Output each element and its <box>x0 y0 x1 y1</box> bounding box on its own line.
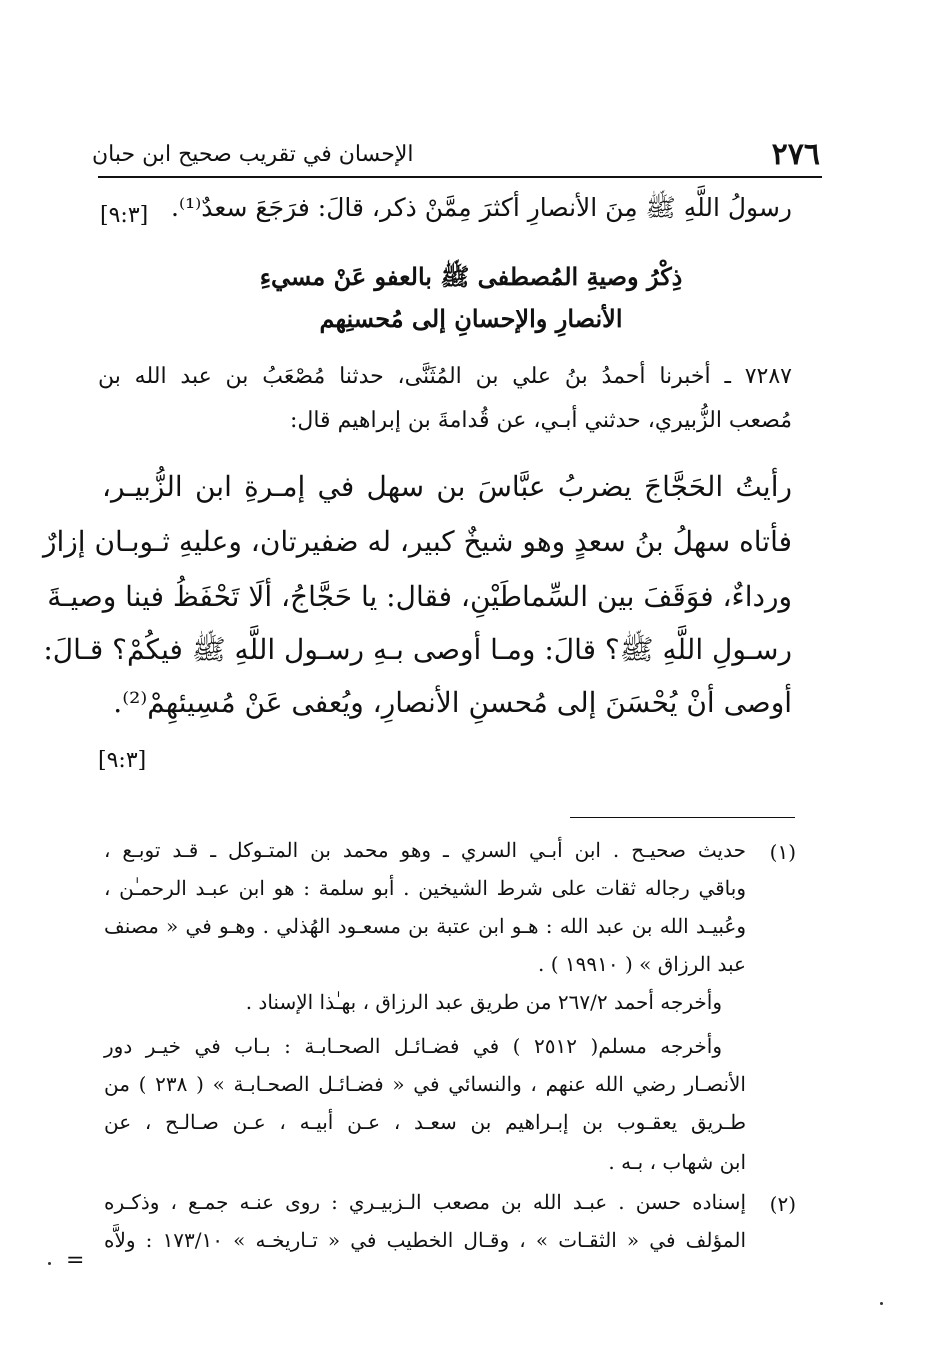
matn-line: أوصى أنْ يُحْسَنَ إلى مُحسنِ الأنصارِ، ويُعفى عَنْ مُسِيئهِمْ⁽²⁾. <box>113 686 792 719</box>
isnad-line: ٧٢٨٧ ـ أخبرنا أحمدُ بنُ علي بن المُثَنَّى، حدثنا مُصْعَبُ بن عبد الله بن <box>98 364 792 389</box>
isnad-line: مُصعب الزُّبيري، حدثني أبـي، عن قُدامةَ بن إبراهيم قال: <box>289 408 792 433</box>
footnote-line: المؤلف في « الثقـات » ، وقـال الخطيب في « تـاريخـه » ١٧٣/١٠ : ولاَّه <box>104 1228 747 1252</box>
footnote-line: ابن شهاب ، بـه . <box>608 1150 746 1174</box>
footnote-line: وأخرجه أحمد ٢٦٧/٢ من طريق عبد الرزاق ، بهـٰذا الإسناد . <box>245 990 722 1014</box>
footnote-line: عبد الرزاق » ( ١٩٩١٠ ) . <box>538 952 746 976</box>
scan-speck <box>48 1262 51 1265</box>
continuation-mark: = <box>66 1248 85 1273</box>
scan-speck <box>880 1302 883 1305</box>
footnote-separator <box>570 817 795 818</box>
footnote-line: إسناده حسن . عبـد الله بن مصعب الـزبيـري : روى عنـه جمـع ، وذكـره <box>104 1190 746 1214</box>
chapter-heading-line: الأنصارِ والإحسانِ إلى مُحسنِهم <box>319 304 623 333</box>
footnote-line: حديث صحيـح . ابن أبـي السري ـ وهو محمد بن المتـوكل ـ قـد توبـع ، <box>104 838 746 862</box>
footnote-line: طـريق يعقـوب بن إبـراهيم بن سعـد ، عـن أبيـه ، عـن صـالـح ، عن <box>104 1110 746 1134</box>
page-number: ٢٧٦ <box>771 136 820 172</box>
matn-line: ورداءٌ، فوَقَفَ بين السِّماطَيْنِ، فقال: يا حَجَّاجُ، ألَا تَحْفَظُ فينا وصيـةَ <box>47 580 792 613</box>
chapter-heading-line: ذِكْرُ وصيةِ المُصطفى ﷺ بالعفو عَنْ مسيءِ <box>259 262 683 291</box>
footnote-line: وعُبيـد الله بن عبد الله : هـو ابن عتبة بن مسعـود الهُذلي . وهـو في « مصنف <box>104 914 746 938</box>
page-header <box>92 132 820 176</box>
reference-marker: [٩:٣] <box>98 748 147 773</box>
footnote-number: (١) <box>769 840 796 864</box>
matn-line: رسـولِ اللَّهِ ﷺ؟ قالَ: ومـا أوصى بـهِ رسـول اللَّهِ ﷺ فيكُمْ؟ قـالَ: <box>43 633 792 666</box>
footnote-number: (٢) <box>769 1192 796 1216</box>
footnote-line: وأخرجه مسلم( ٢٥١٢ ) في فضـائـل الصحـابـة : بـاب في خيـر دور <box>104 1034 722 1058</box>
header-rule <box>98 176 822 178</box>
running-title: الإحسان في تقريب صحيح ابن حبان <box>92 141 414 167</box>
text-line: رسولُ اللَّهِ ﷺ مِنَ الأنصارِ أكثرَ مِمَّنْ ذكر، قالَ: فرَجَعَ سعدٌ⁽¹⁾. <box>171 193 792 222</box>
footnote-line: وباقي رجاله ثقات على شرط الشيخين . أبو سلمة : هو ابن عبـد الرحمـٰن ، <box>104 876 746 900</box>
matn-line: رأيتُ الحَجَّاجَ يضربُ عبَّاسَ بن سهل في إمـرةِ ابن الزُّبيـر، <box>102 470 792 503</box>
footnote-line: الأنصـار رضي الله عنهم ، والنسائي في « فضـائـل الصحـابـة » ( ٢٣٨ ) من <box>104 1072 746 1096</box>
reference-marker: [٩:٣] <box>100 203 149 228</box>
matn-line: فأتاه سهلُ بنُ سعدٍ وهو شيخٌ كبير، له ضفيرتان، وعليهِ ثـوبـان إزارٌ <box>42 525 792 558</box>
